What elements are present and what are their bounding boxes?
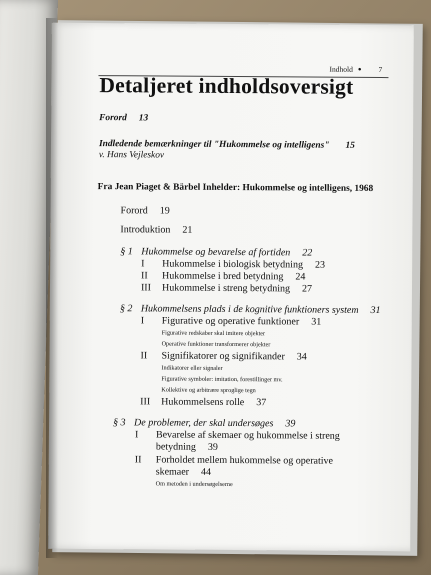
toc-section-3 xyxy=(113,417,295,430)
toc-label: Hukommelse i biologisk betydning xyxy=(162,258,304,271)
toc-entry xyxy=(141,282,312,295)
roman-numeral: II xyxy=(141,270,148,282)
toc-page: 34 xyxy=(296,351,307,363)
toc-page: 31 xyxy=(370,304,381,317)
toc-entry-forord-top xyxy=(99,113,148,124)
gutter-shadow xyxy=(46,18,58,558)
roman-numeral: III xyxy=(140,396,151,408)
toc-entry xyxy=(141,270,305,283)
roman-numeral: I xyxy=(140,315,145,327)
toc-page: 37 xyxy=(256,397,267,409)
section-mark: § 3 xyxy=(113,417,126,429)
toc-entry-forord xyxy=(120,205,169,217)
toc-page: 13 xyxy=(138,113,149,124)
toc-subentry: Indikatorer eller signaler xyxy=(161,364,223,372)
toc-label: De problemer, der skal undersøges xyxy=(134,417,274,430)
toc-subentry: Figurative symboler: imitation, forestillinger mv. xyxy=(161,375,283,384)
toc-page: 19 xyxy=(159,205,170,217)
toc-label: Introduktion xyxy=(120,224,171,236)
toc-section-1 xyxy=(120,246,312,259)
toc-page: 24 xyxy=(295,271,306,283)
section-mark: § 2 xyxy=(119,303,133,315)
toc-page: 22 xyxy=(302,247,313,259)
toc-entry xyxy=(135,454,333,467)
toc-subentry: Kollektive og arbitrære sproglige tegn xyxy=(161,386,256,395)
toc-subentry: Om metoden i undersøgelserne xyxy=(155,480,233,489)
roman-numeral: I xyxy=(141,258,145,270)
toc-entry-introduktion xyxy=(120,224,192,236)
book-heading: Fra Jean Piaget & Bärbel Inhelder: Hukommelse og intelligens, 1968 xyxy=(97,182,374,194)
page-title: Detaljeret indholdsoversigt xyxy=(99,73,354,99)
toc-label: Bevarelse af skemaer og hukommelse i streng xyxy=(155,429,340,442)
toc-label: Forord xyxy=(120,205,148,217)
toc-label: Hukommelse og bevarelse af fortiden xyxy=(141,246,291,259)
toc-entry xyxy=(141,315,322,328)
toc-entry-continued xyxy=(156,466,211,478)
toc-entry xyxy=(135,429,340,442)
toc-label: Signifikatorer og signifikander xyxy=(161,350,285,363)
bullet-icon: ● xyxy=(357,66,362,73)
toc-entry-continued xyxy=(156,441,218,453)
toc-label: Figurative og operative funktioner xyxy=(161,315,300,328)
running-head xyxy=(329,65,382,74)
toc-label: Indledende bemærkninger til "Hukommelse og intelligens" xyxy=(98,139,330,151)
roman-numeral: I xyxy=(134,429,139,441)
toc-entry xyxy=(140,350,306,363)
toc-label: Hukommelse i streng betydning xyxy=(161,282,291,295)
toc-label: Forholdet mellem hukommelse og operative xyxy=(155,454,334,467)
section-mark: § 1 xyxy=(120,246,133,258)
toc-page: 23 xyxy=(314,259,326,271)
toc-page: 39 xyxy=(285,418,296,430)
toc-label: Hukommelse i bred betydning xyxy=(162,270,284,283)
toc-page: 15 xyxy=(345,140,355,151)
toc-page: 31 xyxy=(311,316,322,328)
toc-label: Hukommelsens plads i de kognitive funktioners system xyxy=(140,303,359,316)
toc-subentry: Operative funktioner transformerer objekter xyxy=(161,340,271,349)
book-page xyxy=(48,23,414,552)
toc-page: 44 xyxy=(200,466,212,478)
toc-page: 27 xyxy=(301,283,313,295)
toc-label: Forord xyxy=(99,113,127,124)
toc-label: betydning xyxy=(155,441,196,453)
toc-label: skemaer xyxy=(155,466,190,478)
toc-page: 21 xyxy=(182,224,193,236)
roman-numeral: II xyxy=(134,454,142,466)
toc-entry xyxy=(141,258,325,271)
toc-label: Hukommelsens rolle xyxy=(161,396,245,409)
toc-page: 39 xyxy=(207,441,218,453)
roman-numeral: III xyxy=(140,282,152,294)
roman-numeral: II xyxy=(140,350,148,362)
page-number: 7 xyxy=(378,65,383,75)
toc-author: v. Hans Vejleskov xyxy=(98,150,165,161)
toc-subentry: Figurative redskaber skal imitere objekter xyxy=(161,329,266,338)
running-head-section: Indhold xyxy=(329,64,353,74)
toc-entry xyxy=(140,396,266,408)
